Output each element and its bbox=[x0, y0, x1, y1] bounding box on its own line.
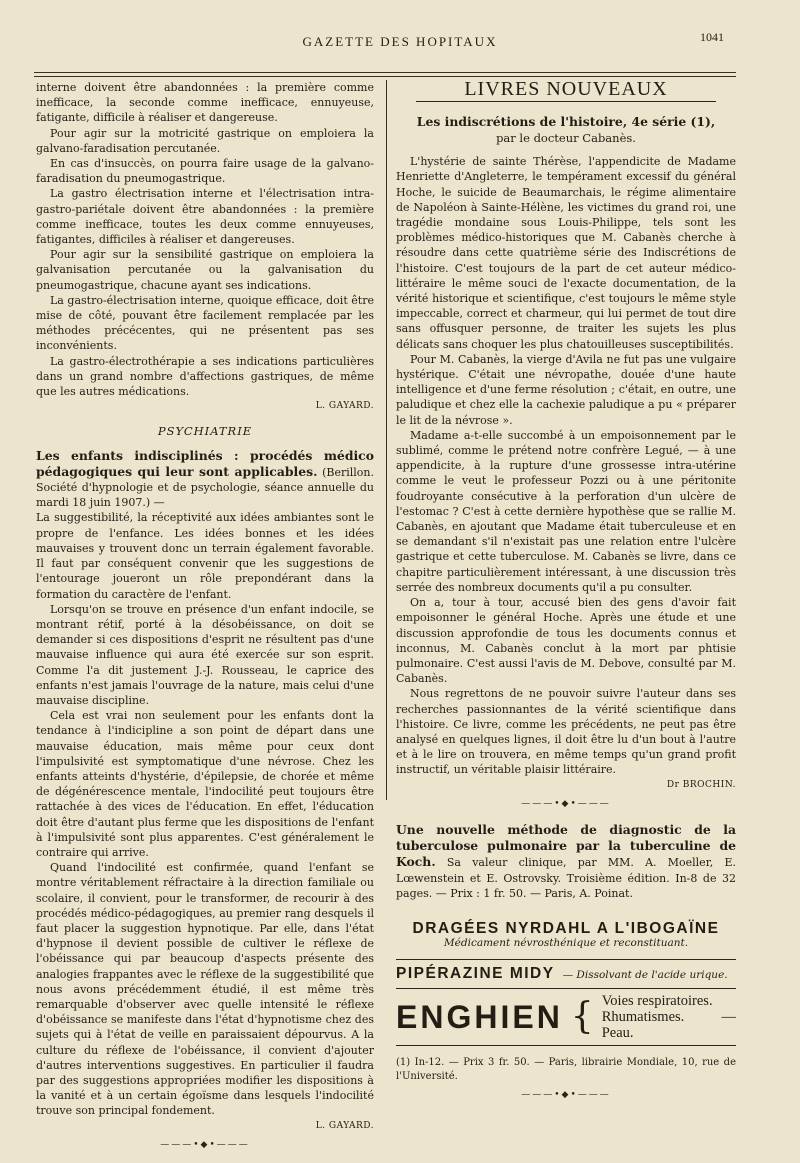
ornament-divider: ———•◆•——— bbox=[160, 1139, 250, 1150]
right-column bbox=[396, 74, 736, 1113]
paragraph: Quand l'indocilité est confirmée, quand l'enfant se montre véritablement réfractaire à la direction familiale ou scolaire, il convient, pour le transformer, de recourir à des procédés médico-pédagogiques, au premier rang desquels il faut placer la suggestion hypnotique. Par elle, dans l'état d'hypnose il devient possible de cultiver le réflexe de l'obéissance qui par beaucoup d'aspects présente des analogies frappantes avec le réflexe de la suggestibilité que nous avons précédemment étudié, il est même très remarquable d'observer avec quelle intensité le réflexe d'obéissance se manifeste dans l'état d'hypnotisme chez des sujets qui à l'état de veille en paraissaient dépourvus. A la culture du réflexe de l'obéissance, il convient d'ajouter d'autres interventions suggestives. En particulier il faudra par des suggestions appropriées modifier les dispositions à la vanité et à un certain égoïsme dans lesquels l'indocilité trouve son principal fondement. bbox=[36, 861, 374, 1118]
section-title: LIVRES NOUVEAUX bbox=[464, 78, 668, 100]
ad-piperazine-name: PIPÉRAZINE MIDY bbox=[396, 965, 555, 983]
column-divider bbox=[386, 80, 387, 800]
masthead: GAZETTE DES HOPITAUX bbox=[302, 34, 498, 49]
header-rule bbox=[34, 72, 736, 73]
paragraph: Lorsqu'on se trouve en présence d'un enfant indocile, se montrant rétif, porté à la désobéissance, on doit se demander si ces dispositions d'esprit ne résultent pas d'une mauvaise influence qui aura été exercée sur son esprit. Comme l'a dit justement J.-J. Rousseau, le caprice des enfants n'est jamais l'ouvrage de la nature, mais celui d'une mauvaise discipline. bbox=[36, 602, 374, 707]
ad-piperazine bbox=[396, 959, 736, 983]
paragraph: La gastro-électrisation interne, quoique efficace, doit être mise de côté, pouvant être facilement remplacée par les méthodes précécentes, qui ne présentent pas ses inconvénients. bbox=[36, 293, 374, 353]
ornament-divider: ———•◆•——— bbox=[521, 1089, 611, 1100]
ad-enghien-line: Voies respiratoires. bbox=[601, 992, 713, 1009]
paragraph: Nous regrettons de ne pouvoir suivre l'auteur dans ses recherches passionnantes de la vérité scientifique dans l'histoire. Ce livre, comme les précédents, ne peut pas être analysé en quelques lignes, il doit être lu d'un bout à l'autre et à le lire on trouvera, en même temps qu'un grand profit instructif, un véritable plaisir littéraire. bbox=[396, 687, 736, 777]
signature: L. GAYARD. bbox=[315, 401, 374, 412]
left-column bbox=[36, 80, 374, 1163]
paragraph: En cas d'insuccès, on pourra faire usage de la galvano-faradisation du pneumogastrique. bbox=[36, 157, 374, 186]
page-number: 1041 bbox=[700, 30, 724, 44]
review-book-title: Les indiscrétions de l'histoire, 4e série (1), bbox=[416, 114, 716, 130]
ad-enghien-name: ENGHIEN bbox=[396, 998, 563, 1035]
title-rule bbox=[416, 101, 715, 102]
ad-piperazine-tagline: — Dissolvant de l'acide urique. bbox=[562, 969, 728, 982]
signature: Dr BROCHIN. bbox=[666, 779, 736, 790]
ornament-divider: ———•◆•——— bbox=[521, 798, 611, 809]
review-title bbox=[396, 114, 736, 146]
paragraph: interne doivent être abandonnées : la première comme inefficace, la seconde comme inefficace, ennuyeuse, fatigante, difficile à réaliser et dangereuse. bbox=[36, 81, 374, 125]
paragraph: Cela est vrai non seulement pour les enfants dont la tendance à l'indicipline a son point de départ dans une mauvaise éducation, mais même pour ceux dont l'impulsivité est symptomatique d'une névrose. Chez les enfants atteints d'hystérie, d'épilepsie, de chorée et même de dégénérescence mentale, l'indocilité peut toujours être rattachée à des vices de l'éducation. En effet, l'éducation doit être d'autant plus ferme que les dispositions de l'enfant à l'impulsivité sont plus apparentes. C'est généralement le contraire qui arrive. bbox=[36, 709, 374, 859]
paragraph: La gastro électrisation interne et l'électrisation intra-gastro-pariétale doivent être abandonnées : la première comme inefficace, toutes les deux comme ennuyeuses, fatigantes, difficiles à réaliser et dangereuses. bbox=[36, 187, 374, 247]
review-text-2: Sa valeur clinique, par MM. A. Moeller, E. Lœwenstein et E. Ostrovsky. Troisième édition. In-8 de 32 pages. — Prix : 1 fr. 50. — Paris, A. Poinat. bbox=[396, 856, 736, 900]
paragraph: L'hystérie de sainte Thérèse, l'appendicite de Madame Henriette d'Angleterre, le tempérament excessif du général Hoche, le suicide de Beaumarchais, le régime alimentaire de Napoléon à Sainte-Hélène, les victimes du grand roi, une tragédie mondaine sous Louis-Philippe, tels sont les problèmes médico-historiques que M. Cabanès cherche à résoudre dans cette quatrième série des Indiscrétions de l'histoire. C'est toujours de la part de cet auteur médico-littéraire le même souci de l'exacte documentation, de la vérité historique et scientifique, c'est toujours le même style impeccable, correct et charmeur, qui lui permet de tout dire sans offusquer personne, de traiter les sujets les plus délicats sans choquer les plus chatouilleuses susceptibilités. bbox=[396, 155, 736, 351]
footnote: (1) In-12. — Prix 3 fr. 50. — Paris, librairie Mondiale, 10, rue de l'Université. bbox=[396, 1056, 736, 1082]
article-title: Les enfants indisciplinés : procédés médico pédagogiques qui leur sont applicables. bbox=[36, 447, 374, 479]
paragraph: Pour agir sur la sensibilité gastrique on emploiera la galvanisation percutanée ou la galvanisation du pneumogastrique, chacune ayant ses indications. bbox=[36, 248, 374, 292]
paragraph: On a, tour à tour, accusé bien des gens d'avoir fait empoisonner le général Hoche. Après une étude et une discussion approfondie de tous les documents connus et inconnus, M. Cabanès conclut à la mort par phtisie pulmonaire. C'est aussi l'avis de M. Debove, consulté par M. Cabanès. bbox=[396, 596, 736, 686]
article-reference: (Berillon. Société d'hypnologie et de psychologie, séance annuelle du mardi 18 juin 1907.) — bbox=[36, 465, 374, 510]
signature: L. GAYARD. bbox=[315, 1120, 374, 1131]
paragraph: Pour M. Cabanès, la vierge d'Avila ne fut pas une vulgaire hystérique. C'était une névropathe, douée d'une haute intelligence et d'une ferme résolution ; c'était, en outre, une paludique et chez elle la cachexie paludique a pu « préparer le lit de la névrose ». bbox=[396, 352, 736, 427]
ad-enghien bbox=[396, 988, 736, 1046]
ad-dragees-subtitle: Médicament névrosthénique et reconstituant. bbox=[443, 937, 689, 950]
section-heading: PSYCHIATRIE bbox=[157, 424, 253, 439]
review-author: par le docteur Cabanès. bbox=[496, 131, 636, 146]
ad-enghien-line: Rhumatismes. — Peau. bbox=[601, 1008, 736, 1041]
paragraph: La suggestibilité, la réceptivité aux idées ambiantes sont le propre de l'enfance. Les idées bonnes et les idées mauvaises y trouvent donc un terrain également favorable. Il faut par conséquent convenir que les suggestions de l'entourage joueront un rôle prepondérant dans la formation du caractère de l'enfant. bbox=[36, 511, 374, 601]
brace-icon: { bbox=[570, 995, 594, 1037]
ad-dragees: DRAGÉES NYRDAHL A L'IBOGAÏNE bbox=[412, 919, 720, 937]
paragraph: Pour agir sur la motricité gastrique on emploiera la galvano-faradisation percutanée. bbox=[36, 126, 374, 155]
review-title-2: Une nouvelle méthode de diagnostic de la tuberculose pulmonaire par la tuberculine de Koch. bbox=[396, 821, 736, 870]
paragraph: La gastro-électrothérapie a ses indications particulières dans un grand nombre d'affections gastriques, de même que les autres médications. bbox=[36, 354, 374, 399]
paragraph: Madame a-t-elle succombé à un empoisonnement par le sublimé, comme le prétend notre confrère Legué, — à une appendicite, à la rupture d'une grossesse intra-utérine comme le veut le professeur Pozzi ou à une péritonite foudroyante consécutive à la perforation d'un ulcère de l'estomac ? C'est à cette dernière hypothèse que se rallie M. Cabanès, en ajoutant que Madame était tuberculeuse et en se demandant s'il n'existait pas une relation entre l'ulcère gastrique et cette tuberculose. M. Cabanès se livre, dans ce chapitre particulièrement intéressant, à une discussion très serrée des nombreux documents qu'il a pu consulter. bbox=[396, 428, 736, 594]
